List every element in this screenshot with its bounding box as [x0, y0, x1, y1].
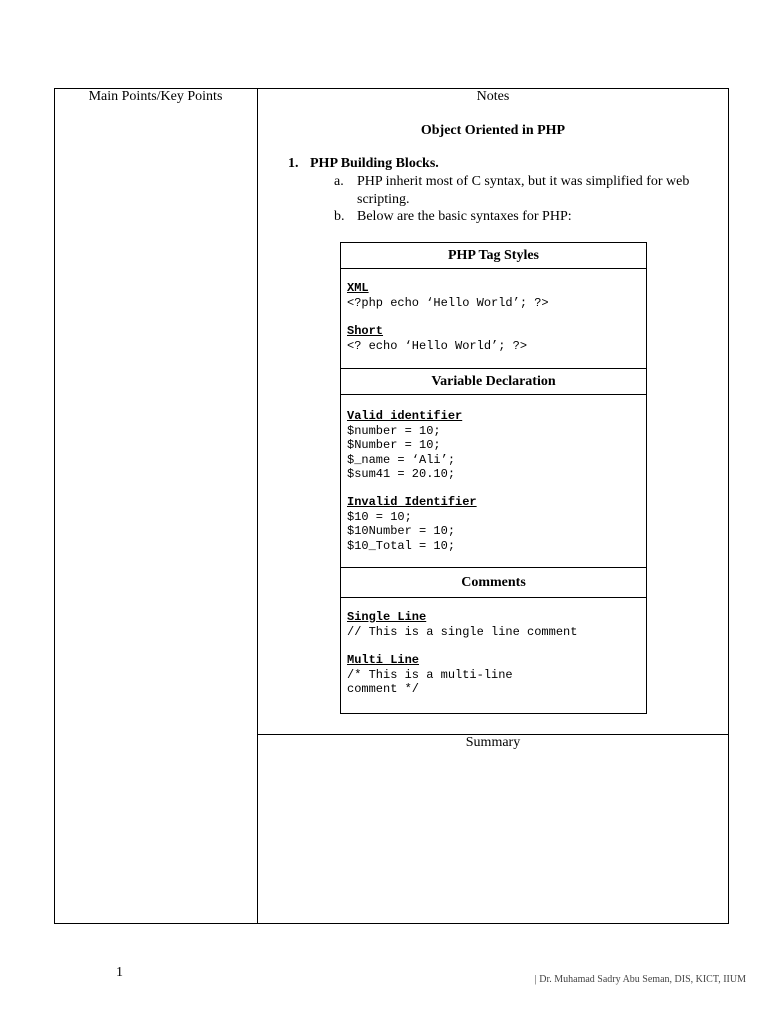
code-line: $_name = ‘Ali’; — [347, 452, 456, 467]
code-label: Invalid Identifier — [347, 495, 477, 509]
section-heading-comments: Comments — [341, 567, 646, 598]
code-line: $10 = 10; — [347, 509, 412, 524]
code-line: $number = 10; — [347, 423, 441, 438]
footer-credit: | Dr. Muhamad Sadry Abu Seman, DIS, KICT, IIUM — [534, 974, 746, 985]
code-group-single-line — [347, 610, 577, 639]
code-group-short — [347, 324, 527, 353]
list-item-text: PHP Building Blocks. — [310, 156, 439, 171]
code-line: $10_Total = 10; — [347, 538, 456, 553]
code-line: // This is a single line comment — [347, 624, 578, 639]
list-item-1 — [288, 156, 439, 172]
code-label: Multi Line — [347, 653, 420, 667]
code-label: Valid identifier — [347, 409, 463, 423]
code-label: XML — [347, 281, 369, 295]
code-line: $sum41 = 20.10; — [347, 467, 456, 481]
page-number: 1 — [116, 965, 123, 980]
code-label: Single Line — [347, 610, 427, 624]
sub-item-letter: a. — [334, 174, 344, 189]
list-item-number: 1. — [288, 156, 299, 171]
sub-item-letter: b. — [334, 209, 345, 224]
code-line: /* This is a multi-line — [347, 667, 513, 682]
code-line: <? echo ‘Hello World’; ?> — [347, 338, 528, 353]
section-heading-tag-styles: PHP Tag Styles — [341, 243, 646, 269]
sub-item-text: Below are the basic syntaxes for PHP: — [357, 209, 572, 224]
notes-title: Object Oriented in PHP — [420, 123, 566, 138]
code-group-invalid — [347, 495, 477, 553]
code-group-xml — [347, 281, 549, 310]
code-label: Short — [347, 324, 384, 338]
code-line: comment */ — [347, 682, 420, 696]
section-heading-variable-declaration: Variable Declaration — [341, 368, 646, 395]
summary-header: Summary — [465, 735, 521, 750]
code-group-multi-line — [347, 653, 513, 697]
column-divider — [257, 88, 258, 924]
code-line: <?php echo ‘Hello World’; ?> — [347, 295, 549, 310]
code-group-valid — [347, 409, 462, 482]
sub-item-text: PHP inherit most of C syntax, but it was simplified for web scripting. — [357, 174, 690, 207]
code-line: $Number = 10; — [347, 438, 441, 452]
php-syntax-box — [340, 242, 647, 714]
code-line: $10Number = 10; — [347, 524, 456, 538]
notes-header: Notes — [476, 89, 510, 104]
main-points-header: Main Points/Key Points — [88, 89, 223, 104]
